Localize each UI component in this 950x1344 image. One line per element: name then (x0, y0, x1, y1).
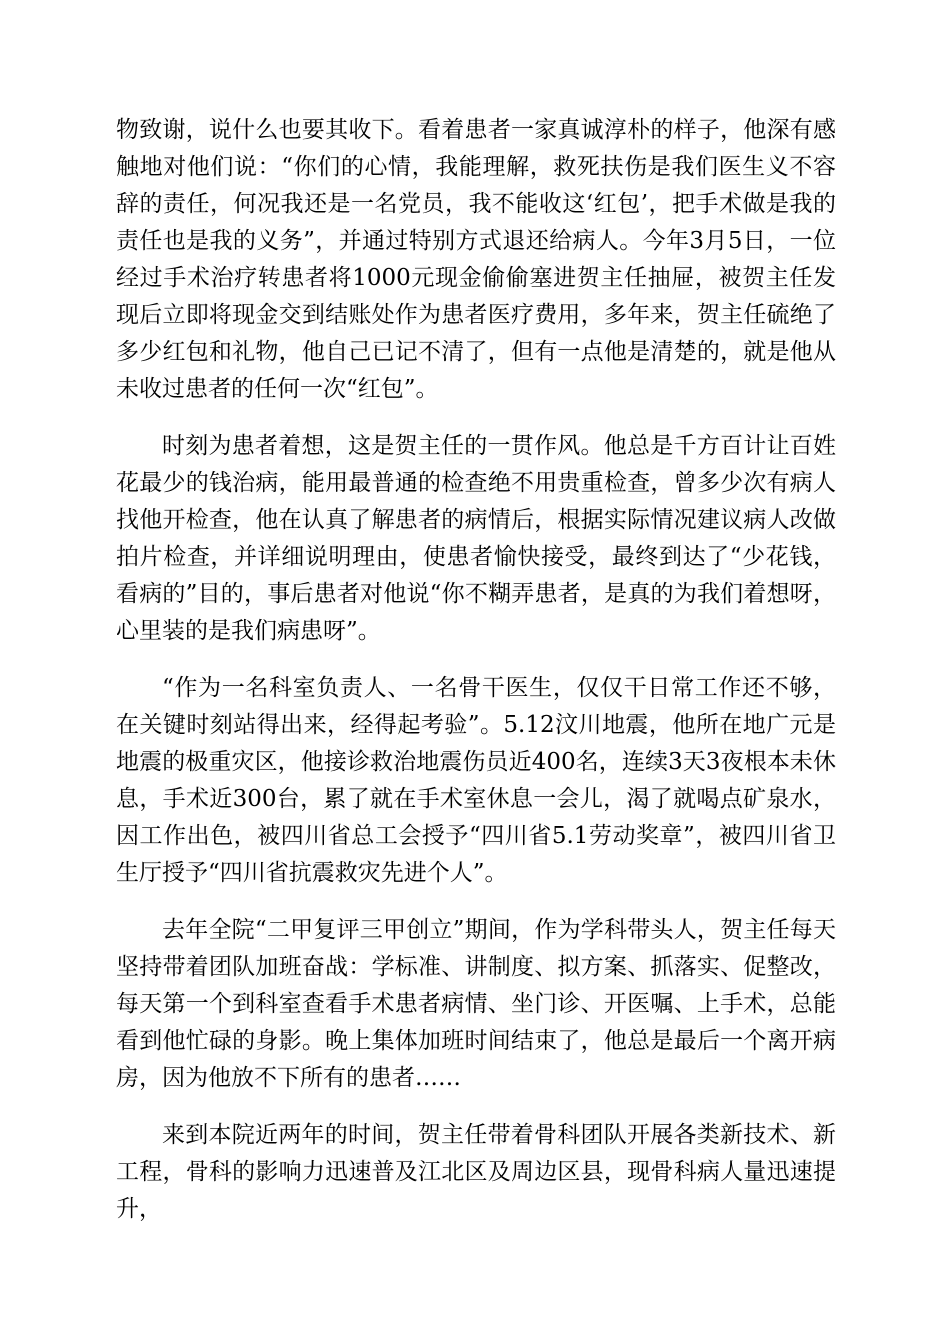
document-body (116, 112, 836, 1228)
paragraph-hospital-upgrade: 去年全院“二甲复评三甲创立”期间，作为学科带头人，贺主任每天坚持带着团队加班奋战：学标准、讲制度、拟方案、抓落实、促整改，每天第一个到科室查看手术患者病情、坐门诊、开医嘱、上手术，总能看到他忙碌的身影。晚上集体加班时间结束了，他总是最后一个离开病房，因为他放不下所有的患者…… (116, 917, 836, 1091)
paragraph-patient-first: 时刻为患者着想，这是贺主任的一贯作风。他总是千方百计让百姓花最少的钱治病，能用最普通的检查绝不用贵重检查，曾多少次有病人找他开检查，他在认真了解患者的病情后，根据实际情况建议病人改做拍片检查，并详细说明理由，使患者愉快接受，最终到达了“少花钱，看病的”目的，事后患者对他说“你不糊弄患者，是真的为我们着想呀，心里装的是我们病患呀”。 (116, 433, 836, 644)
paragraph-orthopedics-team: 来到本院近两年的时间，贺主任带着骨科团队开展各类新技术、新工程，骨科的影响力迅速普及江北区及周边区县，现骨科病人量迅速提升， (116, 1122, 836, 1222)
paragraph-red-envelope-refusal: 物致谢，说什么也要其收下。看着患者一家真诚淳朴的样子，他深有感触地对他们说：“你们的心情，我能理解，救死扶伤是我们医生义不容辞的责任，何况我还是一名党员，我不能收这‘红包’，把手术做是我的责任也是我的义务”，并通过特别方式退还给病人。今年3月5日，一位经过手术治疗转患者将1000元现金偷偷塞进贺主任抽屉，被贺主任发现后立即将现金交到结账处作为患者医疗费用，多年来，贺主任硫绝了多少红包和礼物，他自己已记不清了，但有一点他是清楚的，就是他从未收过患者的任何一次“红包”。 (116, 117, 836, 402)
paragraph-earthquake-relief: “作为一名科室负责人、一名骨干医生，仅仅干日常工作还不够，在关键时刻站得出来，经得起考验”。5.12汶川地震，他所在地广元是地震的极重灾区，他接诊救治地震伤员近400名，连续3天3夜根本未休息，手术近300台，累了就在手术室休息一会儿，渴了就喝点矿泉水，因工作出色，被四川省总工会授予“四川省5.1劳动奖章”，被四川省卫生厅授予“四川省抗震救灾先进个人”。 (116, 675, 836, 886)
